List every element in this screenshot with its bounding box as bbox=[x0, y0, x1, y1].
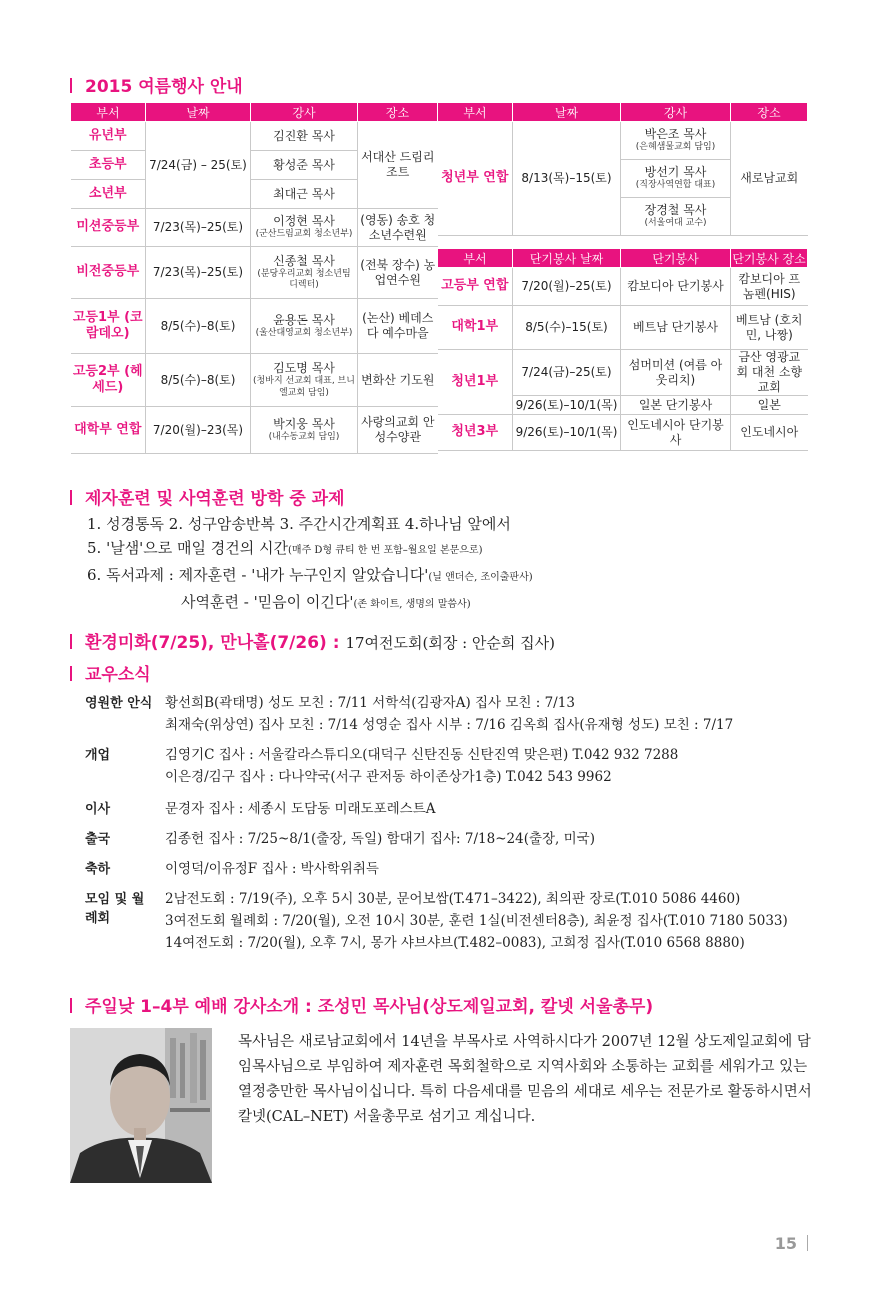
news-content bbox=[165, 888, 845, 954]
speaker-cell bbox=[251, 407, 358, 454]
section-title-member-news bbox=[70, 660, 151, 685]
header-place: 단기봉사 장소 bbox=[731, 249, 808, 268]
dept-cell: 고등2부 (헤세드) bbox=[71, 354, 146, 407]
dept-cell: 유년부 bbox=[71, 122, 146, 151]
news-line: 3여전도회 월례회 : 7/20(월), 오전 10시 30분, 훈련 1실(비전센터8층), 최윤정 집사(T.010 7180 5033) bbox=[165, 913, 788, 929]
speaker-name: 박은조 목사 bbox=[644, 127, 707, 142]
speaker-cell bbox=[251, 299, 358, 354]
speaker-name: 신종철 목사 bbox=[273, 253, 335, 268]
news-content bbox=[165, 798, 845, 820]
speaker-name: 이정현 목사 bbox=[273, 214, 335, 229]
dept-cell: 고등1부 (코람데오) bbox=[71, 299, 146, 354]
place-cell: 서대산 드림리조트 bbox=[358, 122, 438, 209]
member-news-list bbox=[85, 692, 845, 960]
news-label: 모임 및 월례회 bbox=[85, 892, 145, 926]
date-cell: 8/5(수)–8(토) bbox=[146, 299, 251, 354]
table-row bbox=[438, 350, 808, 396]
place-cell: 변화산 기도원 bbox=[358, 354, 438, 407]
page-number-bar bbox=[807, 1235, 808, 1251]
table-row bbox=[71, 209, 438, 247]
date-cell: 8/13(목)–15(토) bbox=[513, 122, 621, 236]
news-item-departure bbox=[85, 828, 845, 858]
cleaning-duty-detail: 17여전도회(회장 : 안순희 집사) bbox=[345, 634, 555, 652]
service-cell: 인도네시아 단기봉사 bbox=[621, 415, 731, 451]
news-line: 황선희B(곽태명) 성도 모친 : 7/11 서학석(김광자A) 집사 모친 : 7/13 bbox=[165, 695, 575, 711]
speaker-cell bbox=[621, 160, 731, 198]
place-cell: 베트남 (호치민, 나짱) bbox=[731, 306, 808, 350]
news-content bbox=[165, 744, 845, 788]
header-place: 장소 bbox=[358, 103, 438, 122]
news-line: 이영덕/이유정F 집사 : 박사학위취득 bbox=[165, 861, 379, 877]
dept-cell: 대학1부 bbox=[438, 306, 513, 350]
speaker-cell bbox=[621, 122, 731, 160]
title-bar bbox=[70, 666, 72, 681]
place-cell: 캄보디아 프놈펜(HIS) bbox=[731, 268, 808, 306]
news-line: 이은경/김구 집사 : 다나약국(서구 관저동 하이존상가1층) T.042 543 9962 bbox=[165, 769, 612, 785]
header-date: 날짜 bbox=[513, 103, 621, 122]
service-cell: 베트남 단기봉사 bbox=[621, 306, 731, 350]
section-title-guest-speaker bbox=[70, 992, 653, 1017]
list-item bbox=[87, 536, 533, 563]
list-item-note: (매주 D형 큐티 한 번 포함–월요일 본문으로) bbox=[288, 545, 483, 556]
table-row bbox=[438, 415, 808, 451]
section-title-text: 2015 여름행사 안내 bbox=[85, 77, 243, 97]
place-cell: 인도네시아 bbox=[731, 415, 808, 451]
news-content bbox=[165, 692, 845, 736]
youth-retreat-table bbox=[437, 102, 808, 236]
news-content bbox=[165, 828, 845, 850]
table-row bbox=[71, 407, 438, 454]
list-item: 1. 성경통독 2. 성구암송반복 3. 주간시간계획표 4.하나님 앞에서 bbox=[87, 515, 511, 533]
place-cell: (전북 장수) 농업연수원 bbox=[358, 247, 438, 299]
title-bar bbox=[70, 490, 72, 505]
news-item-opening bbox=[85, 744, 845, 798]
place-cell: 일본 bbox=[731, 396, 808, 415]
speaker-affiliation: (직장사역연합 대표) bbox=[635, 180, 716, 191]
speaker-description: 목사님은 새로남교회에서 14년을 부목사로 사역하시다가 2007년 12월 상도제일교회에 담임목사님으로 부임하여 제자훈련 목회철학으로 지역사회와 소통하는 교회를 세워가고 있는 열정충만한 목사님이십니다. 특히 다음세대를 믿음의 세대로 세우는 전문가로 활동하시면서 칼넷(CAL–NET) 서울총무로 섬기고 계십니다. bbox=[238, 1034, 812, 1125]
list-item bbox=[87, 563, 533, 590]
news-line: 14여전도회 : 7/20(월), 오후 7시, 몽가 샤브샤브(T.482–0083), 고희정 집사(T.010 6568 8880) bbox=[165, 935, 745, 951]
table-row bbox=[71, 247, 438, 299]
speaker-cell: 최대근 목사 bbox=[251, 180, 358, 209]
speaker-cell bbox=[251, 354, 358, 407]
section-title-training-assignments bbox=[70, 484, 345, 509]
date-cell: 9/26(토)–10/1(목) bbox=[513, 415, 621, 451]
header-date: 날짜 bbox=[146, 103, 251, 122]
table-row bbox=[438, 268, 808, 306]
date-cell: 7/23(목)–25(토) bbox=[146, 209, 251, 247]
speaker-name: 윤용돈 목사 bbox=[273, 312, 335, 327]
dept-cell: 청년부 연합 bbox=[438, 122, 513, 236]
list-item-text: 6. 독서과제 : 제자훈련 - '내가 누구인지 알았습니다' bbox=[87, 566, 429, 584]
news-line: 문경자 집사 : 세종시 도담동 미래도포레스트A bbox=[165, 801, 436, 817]
speaker-cell bbox=[251, 209, 358, 247]
news-label: 개업 bbox=[85, 748, 111, 763]
section-title-text: 교우소식 bbox=[85, 665, 151, 685]
place-cell: 새로남교회 bbox=[731, 122, 808, 236]
news-item-bereavement bbox=[85, 692, 845, 744]
list-item-text: 5. '날샘'으로 매일 경건의 시간 bbox=[87, 539, 289, 557]
page-number-text: 15 bbox=[774, 1234, 797, 1253]
dept-cell: 청년1부 bbox=[438, 350, 513, 415]
service-cell: 캄보디아 단기봉사 bbox=[621, 268, 731, 306]
speaker-affiliation: (은혜샘물교회 담임) bbox=[635, 142, 716, 153]
date-cell: 7/24(금) – 25(토) bbox=[146, 122, 251, 209]
date-cell: 8/5(수)–8(토) bbox=[146, 354, 251, 407]
summer-events-table bbox=[70, 102, 438, 454]
speaker-name: 방선기 목사 bbox=[644, 165, 707, 180]
date-cell: 8/5(수)–15(토) bbox=[513, 306, 621, 350]
dept-cell: 고등부 연합 bbox=[438, 268, 513, 306]
place-cell: (영동) 송호 청소년수련원 bbox=[358, 209, 438, 247]
speaker-cell bbox=[621, 198, 731, 236]
news-line: 김종헌 집사 : 7/25~8/1(출장, 독일) 함대기 집사: 7/18~24(출장, 미국) bbox=[165, 831, 595, 847]
speaker-portrait-image bbox=[70, 1028, 212, 1183]
section-title-text: 제자훈련 및 사역훈련 방학 중 과제 bbox=[85, 489, 345, 509]
news-line: 2남전도회 : 7/19(주), 오후 5시 30분, 문어보쌈(T.471–3422), 최의판 장로(T.010 5086 4460) bbox=[165, 891, 741, 907]
speaker-name: 장경철 목사 bbox=[644, 203, 707, 218]
speaker-cell: 김진환 목사 bbox=[251, 122, 358, 151]
dept-cell: 미션중등부 bbox=[71, 209, 146, 247]
header-dept: 부서 bbox=[438, 249, 513, 268]
short-term-service-table bbox=[437, 248, 808, 451]
speaker-photo bbox=[70, 1028, 212, 1183]
speaker-name: 김도명 목사 bbox=[273, 361, 335, 376]
news-content bbox=[165, 858, 845, 880]
news-label: 축하 bbox=[85, 862, 111, 877]
header-dept: 부서 bbox=[438, 103, 513, 122]
dept-cell: 청년3부 bbox=[438, 415, 513, 451]
news-item-congratulations bbox=[85, 858, 845, 888]
section-title-text: 환경미화(7/25), 만나홀(7/26) : bbox=[85, 633, 340, 653]
list-item-note: (존 화이트, 생명의 말씀사) bbox=[353, 599, 471, 610]
dept-cell: 비전중등부 bbox=[71, 247, 146, 299]
news-item-moving bbox=[85, 798, 845, 828]
news-label: 이사 bbox=[85, 802, 111, 817]
speaker-affiliation: (분당우리교회 청소년팀 디렉터) bbox=[257, 268, 351, 290]
list-item-text: 사역훈련 - '믿음이 이긴다' bbox=[181, 593, 354, 611]
news-label: 영원한 안식 bbox=[85, 696, 153, 711]
speaker-cell: 황성준 목사 bbox=[251, 151, 358, 180]
date-cell: 7/20(월)–23(목) bbox=[146, 407, 251, 454]
speaker-affiliation: (청바지 선교회 대표, 브니엘교회 담임) bbox=[253, 376, 355, 398]
page-number bbox=[775, 1234, 808, 1253]
header-speaker: 강사 bbox=[621, 103, 731, 122]
title-bar bbox=[70, 634, 72, 649]
table-row bbox=[438, 122, 808, 160]
place-cell: 사랑의교회 안성수양관 bbox=[358, 407, 438, 454]
header-service: 단기봉사 bbox=[621, 249, 731, 268]
table-row bbox=[71, 299, 438, 354]
dept-cell: 소년부 bbox=[71, 180, 146, 209]
date-cell: 9/26(토)–10/1(목) bbox=[513, 396, 621, 415]
header-date: 단기봉사 날짜 bbox=[513, 249, 621, 268]
date-cell: 7/20(월)–25(토) bbox=[513, 268, 621, 306]
news-line: 최재숙(위상연) 집사 모친 : 7/14 성영순 집사 시부 : 7/16 김옥희 집사(유재형 성도) 모친 : 7/17 bbox=[165, 717, 734, 733]
news-item-meetings bbox=[85, 888, 845, 960]
assignment-list bbox=[87, 512, 533, 617]
list-item bbox=[87, 590, 533, 617]
speaker-cell bbox=[251, 247, 358, 299]
service-cell: 섬머미션 (여름 아웃리치) bbox=[621, 350, 731, 396]
date-cell: 7/24(금)–25(토) bbox=[513, 350, 621, 396]
speaker-affiliation: (서울여대 교수) bbox=[644, 218, 707, 229]
list-item-note: (닐 앤더슨, 조이출판사) bbox=[428, 572, 533, 583]
title-bar bbox=[70, 78, 72, 93]
header-speaker: 강사 bbox=[251, 103, 358, 122]
speaker-affiliation: (울산대영교회 청소년부) bbox=[255, 327, 353, 338]
speaker-affiliation: (군산드림교회 청소년부) bbox=[255, 229, 353, 240]
section-title-text: 주일낮 1–4부 예배 강사소개 : 조성민 목사님(상도제일교회, 칼넷 서울총무) bbox=[85, 997, 654, 1017]
speaker-affiliation: (내수동교회 담임) bbox=[268, 431, 340, 442]
news-line: 김영기C 집사 : 서울칼라스튜디오(대덕구 신탄진동 신탄진역 맞은편) T.042 932 7288 bbox=[165, 747, 679, 763]
date-cell: 7/23(목)–25(토) bbox=[146, 247, 251, 299]
dept-cell: 초등부 bbox=[71, 151, 146, 180]
table-row bbox=[71, 122, 438, 151]
section-title-cleaning-duty bbox=[70, 628, 555, 653]
header-place: 장소 bbox=[731, 103, 808, 122]
place-cell: (논산) 베데스다 예수마을 bbox=[358, 299, 438, 354]
news-label: 출국 bbox=[85, 832, 111, 847]
section-title-summer-events bbox=[70, 72, 243, 97]
service-cell: 일본 단기봉사 bbox=[621, 396, 731, 415]
dept-cell: 대학부 연합 bbox=[71, 407, 146, 454]
place-cell: 금산 영광교회 대천 소향교회 bbox=[731, 350, 808, 396]
speaker-name: 박지웅 목사 bbox=[273, 416, 335, 431]
table-row bbox=[438, 306, 808, 350]
title-bar bbox=[70, 998, 72, 1013]
table-row bbox=[71, 354, 438, 407]
header-dept: 부서 bbox=[71, 103, 146, 122]
